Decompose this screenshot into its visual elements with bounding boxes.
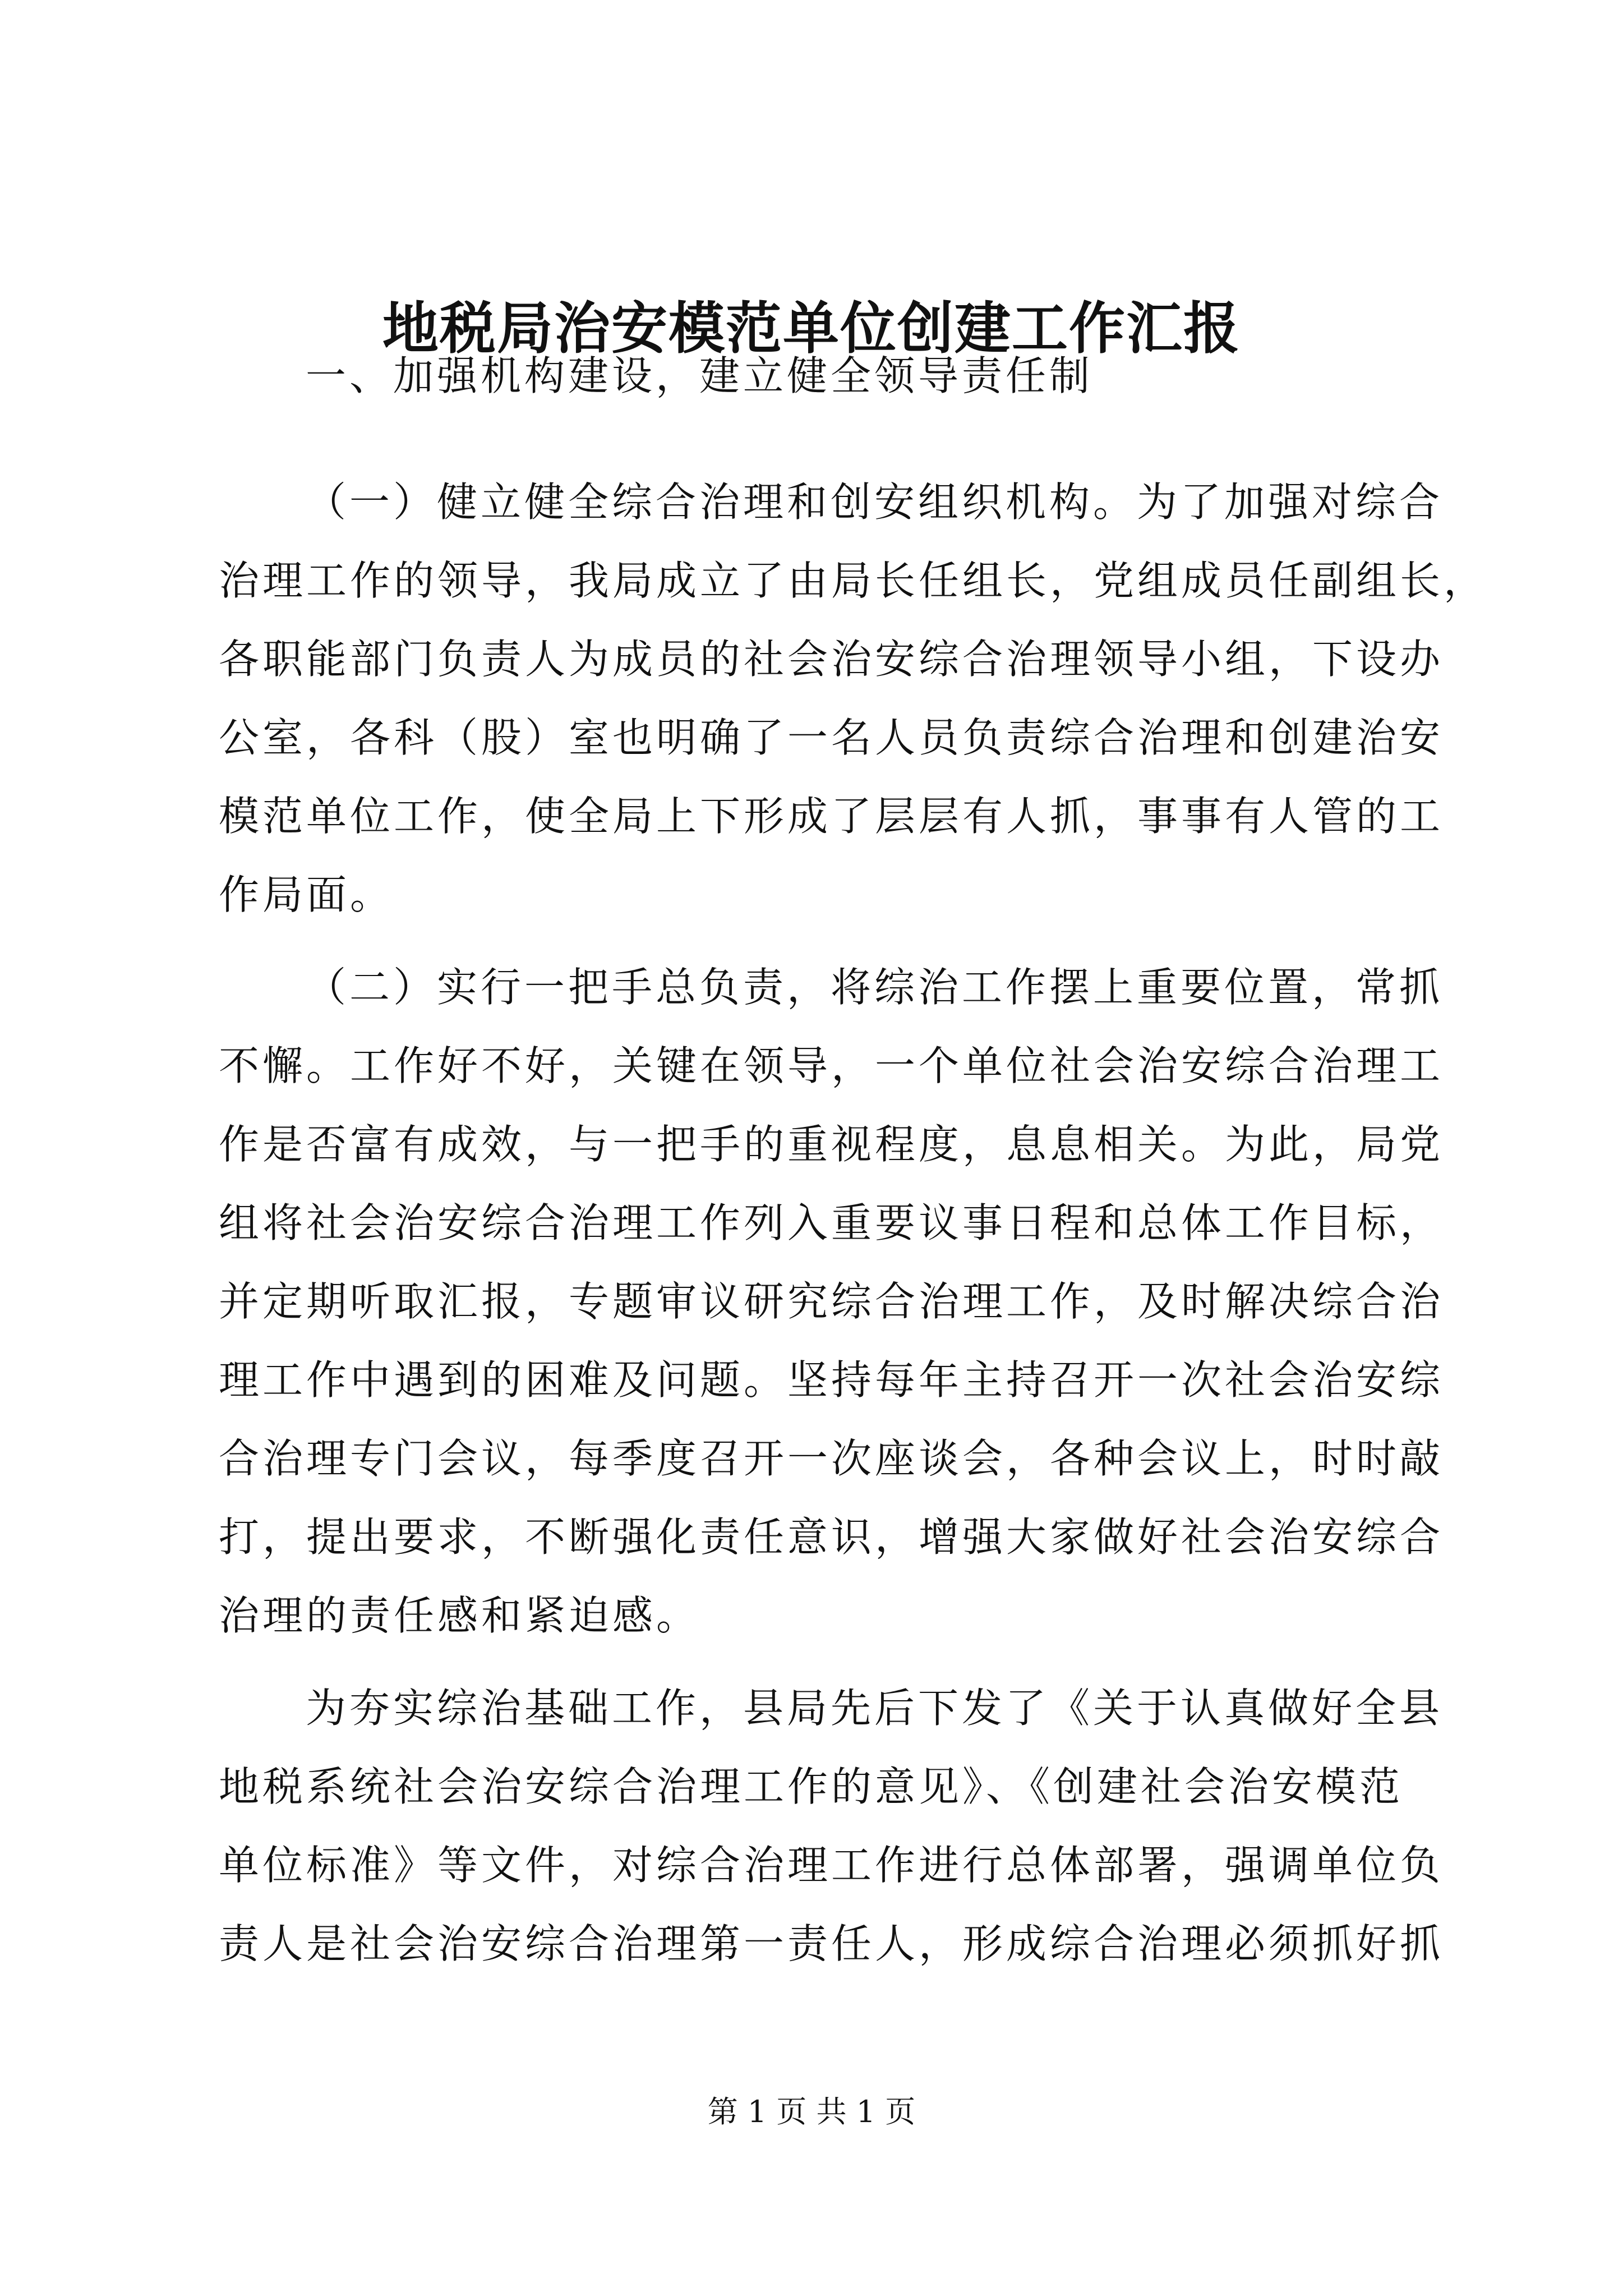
paragraph-line: 模范单位工作，使全局上下形成了层层有人抓，事事有人管的工 <box>219 793 1444 840</box>
paragraph-line: 合治理专门会议，每季度召开一次座谈会，各种会议上，时时敲 <box>219 1435 1444 1482</box>
paragraph-line: 并定期听取汇报，专题审议研究综合治理工作，及时解决综合治 <box>219 1278 1444 1325</box>
paragraph-line: （二）实行一把手总负责，将综治工作摆上重要位置，常抓 <box>306 964 1444 1011</box>
paragraph-line: 理工作中遇到的困难及问题。坚持每年主持召开一次社会治安综 <box>219 1356 1444 1404</box>
paragraph-line: 打，提出要求，不断强化责任意识，增强大家做好社会治安综合 <box>219 1513 1444 1561</box>
paragraph-line: 作局面。 <box>219 871 394 918</box>
paragraph-line: 单位标准》等文件，对综合治理工作进行总体部署，强调单位负 <box>219 1842 1444 1889</box>
paragraph-line: 各职能部门负责人为成员的社会治安综合治理领导小组，下设办 <box>219 636 1444 683</box>
document-title: 地税局治安模范单位创建工作汇报 <box>382 295 1241 361</box>
paragraph-line: （一）健立健全综合治理和创安组织机构。为了加强对综合 <box>306 478 1444 526</box>
paragraph-line: 治理工作的领导，我局成立了由局长任组长，党组成员任副组长， <box>219 557 1488 604</box>
paragraph-line: 治理的责任感和紧迫感。 <box>219 1592 700 1639</box>
paragraph-line: 组将社会治安综合治理工作列入重要议事日程和总体工作目标， <box>219 1199 1444 1246</box>
paragraph-line: 不懈。工作好不好，关键在领导，一个单位社会治安综合治理工 <box>219 1042 1444 1089</box>
page-footer: 第 1 页 共 1 页 <box>707 2094 916 2129</box>
paragraph-line: 责人是社会治安综合治理第一责任人，形成综合治理必须抓好抓 <box>219 1920 1444 1967</box>
paragraph-line: 为夯实综治基础工作，县局先后下发了《关于认真做好全县 <box>306 1685 1444 1732</box>
paragraph-line: 作是否富有成效，与一把手的重视程度，息息相关。为此，局党 <box>219 1121 1444 1168</box>
section-heading: 一、加强机构建设，建立健全领导责任制 <box>306 352 1094 399</box>
paragraph-line: 公室，各科（股）室也明确了一名人员负责综合治理和创建治安 <box>219 714 1444 761</box>
paragraph-line: 地税系统社会治安综合治理工作的意见》、《创建社会治安模范 <box>219 1763 1404 1810</box>
